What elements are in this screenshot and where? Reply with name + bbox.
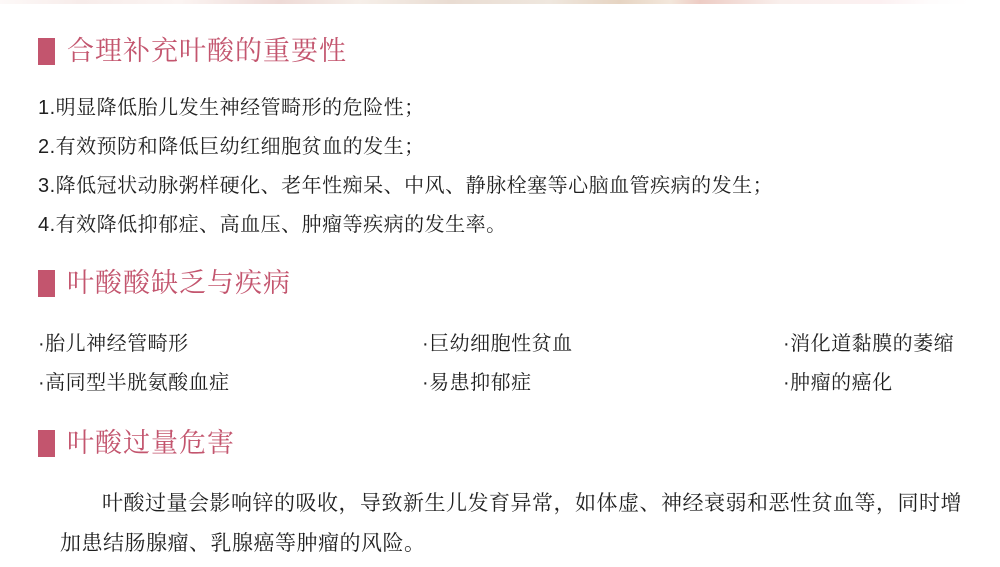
section-title-text: 叶酸过量危害 xyxy=(67,428,235,458)
disease-item: ·消化道黏膜的萎缩 xyxy=(783,333,955,355)
disease-item: ·高同型半胱氨酸血症 xyxy=(38,372,230,394)
title-square-marker xyxy=(38,38,55,65)
disease-item: ·胎儿神经管畸形 xyxy=(38,333,189,355)
disease-item: ·肿瘤的癌化 xyxy=(783,372,893,394)
title-square-marker xyxy=(38,270,55,297)
benefit-item-2: 2.有效预防和降低巨幼红细胞贫血的发生； xyxy=(38,136,425,158)
section-title-text: 叶酸酸缺乏与疾病 xyxy=(67,268,291,298)
section-title-text: 合理补充叶酸的重要性 xyxy=(67,36,347,66)
title-square-marker xyxy=(38,430,55,457)
section-title-importance xyxy=(38,36,962,66)
overdose-paragraph: 叶酸过量会影响锌的吸收，导致新生儿发育异常，如体虚、神经衰弱和恶性贫血等，同时增加患结肠腺瘤、乳腺癌等肿瘤的风险。 xyxy=(60,492,962,555)
section-title-deficiency xyxy=(38,268,962,298)
disease-item: ·易患抑郁症 xyxy=(422,372,532,394)
benefit-list xyxy=(38,96,962,237)
benefit-item-1: 1.明显降低胎儿发生神经管畸形的危险性； xyxy=(38,97,425,119)
benefit-item-3: 3.降低冠状动脉粥样硬化、老年性痴呆、中风、静脉栓塞等心脑血管疾病的发生； xyxy=(38,175,774,197)
benefit-item-4: 4.有效降低抑郁症、高血压、肿瘤等疾病的发生率。 xyxy=(38,214,507,236)
disease-grid xyxy=(38,332,962,395)
disease-item: ·巨幼细胞性贫血 xyxy=(422,333,573,355)
section-title-overdose xyxy=(38,428,962,458)
